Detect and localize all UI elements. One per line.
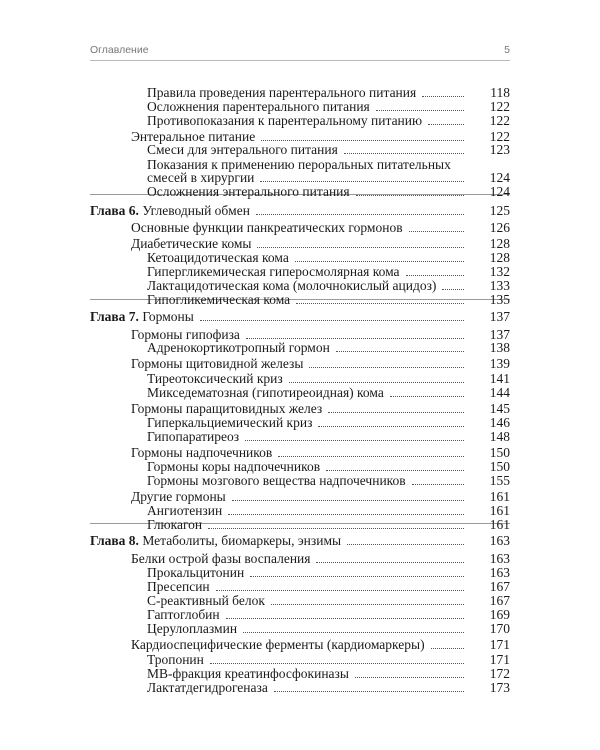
chapter-title: Углеводный обмен <box>138 203 250 218</box>
leader-dots <box>296 302 464 304</box>
toc-page-number: 125 <box>489 203 510 218</box>
toc-page-number: 150 <box>489 445 510 460</box>
toc-entry-title: Гиперкальциемический криз <box>147 415 313 430</box>
toc-entry-title <box>90 310 194 324</box>
toc-entry-title: Лактацидотическая кома (молочнокислый ацидоз) <box>147 278 437 293</box>
toc-entry-title: Гормоны надпочечников <box>131 445 273 460</box>
toc-entry-title: Энтеральное питание <box>131 129 256 144</box>
leader-dots <box>226 617 464 619</box>
toc-entry-row[interactable] <box>147 566 510 580</box>
toc-entry-row[interactable] <box>131 357 510 371</box>
toc-entry-title: Глюкагон <box>147 517 203 532</box>
toc-chapter-row[interactable] <box>90 534 510 548</box>
leader-dots <box>318 425 464 427</box>
leader-dots <box>412 483 464 485</box>
chapter-title: Гормоны <box>138 309 194 324</box>
toc-entry-row[interactable] <box>147 293 510 307</box>
toc-entry-row[interactable] <box>147 171 510 185</box>
leader-dots <box>309 366 464 368</box>
toc-entry-title: Противопоказания к парентеральному питанию <box>147 113 423 128</box>
toc-page-number: 161 <box>489 489 510 504</box>
toc-entry-title: Гормоны щитовидной железы <box>131 356 304 371</box>
leader-dots <box>422 95 464 97</box>
leader-dots <box>328 411 464 413</box>
toc-entry-row[interactable] <box>147 580 510 594</box>
leader-dots <box>316 561 464 563</box>
toc-entry-row[interactable] <box>147 667 510 681</box>
toc-entry-row[interactable] <box>147 86 510 100</box>
toc-page-number: 167 <box>489 593 510 608</box>
toc-entry-row[interactable] <box>147 474 510 488</box>
chapter-number: Глава 8. <box>90 533 139 548</box>
toc-entry-row[interactable] <box>147 460 510 474</box>
toc-entry-row[interactable] <box>147 114 510 128</box>
toc-page-number: 163 <box>489 551 510 566</box>
toc-entry-title: Тропонин <box>147 652 204 667</box>
toc-page-number: 150 <box>489 459 510 474</box>
toc-page-number: 122 <box>489 113 510 128</box>
leader-dots <box>406 274 464 276</box>
toc-entry-title: Кетоацидотическая кома <box>147 250 289 265</box>
leader-dots <box>428 123 464 125</box>
toc-page-number: 161 <box>489 517 510 532</box>
toc-entry-title: Другие гормоны <box>131 489 226 504</box>
leader-dots <box>261 139 464 141</box>
toc-page-number: 146 <box>489 415 510 430</box>
toc-entry-row[interactable] <box>147 279 510 293</box>
leader-dots <box>243 631 464 633</box>
leader-dots <box>295 260 464 262</box>
leader-dots <box>245 439 464 441</box>
toc-entry-row[interactable] <box>147 608 510 622</box>
toc-entry-title: смесей в хирургии <box>147 170 255 185</box>
leader-dots <box>200 319 464 321</box>
toc-page-number: 171 <box>489 637 510 652</box>
header-section-title: Оглавление <box>90 44 149 56</box>
toc-page-number: 124 <box>489 170 510 185</box>
toc-entry-title: Гипергликемическая гиперосмолярная кома <box>147 264 400 279</box>
toc-page-number: 171 <box>489 652 510 667</box>
toc-entry-title: Показания к применению пероральных питательных <box>147 157 451 172</box>
toc-page-number: 148 <box>489 429 510 444</box>
leader-dots <box>278 455 464 457</box>
leader-dots <box>376 109 464 111</box>
toc-entry-title: Кардиоспецифические ферменты (кардиомаркеры) <box>131 637 425 652</box>
toc-entry-row[interactable] <box>131 552 510 566</box>
toc-entry-title: Белки острой фазы воспаления <box>131 551 311 566</box>
toc-entry-title: Пресепсин <box>147 579 210 594</box>
toc-entry-row[interactable] <box>147 143 510 157</box>
toc-entry-row[interactable] <box>147 372 510 386</box>
toc-chapter-row[interactable] <box>90 310 510 324</box>
toc-entry-title: Осложнения энтерального питания <box>147 184 350 199</box>
leader-dots <box>246 337 464 339</box>
toc-page-number: 170 <box>489 621 510 636</box>
leader-dots <box>210 662 464 664</box>
leader-dots <box>250 575 464 577</box>
toc-entry-row[interactable] <box>131 638 510 652</box>
toc-entry-title: Микседематозная (гипотиреоидная) кома <box>147 385 384 400</box>
toc-entry-title: Гаптоглобин <box>147 607 220 622</box>
toc-entry-title: Прокальцитонин <box>147 565 245 580</box>
toc-page-number: 133 <box>489 278 510 293</box>
toc-entry-title: Гипогликемическая кома <box>147 292 291 307</box>
header-page-number: 5 <box>504 44 510 56</box>
leader-dots <box>274 690 464 692</box>
toc-page-number: 122 <box>489 129 510 144</box>
toc-page-number: 144 <box>489 385 510 400</box>
toc-page-number: 123 <box>489 142 510 157</box>
toc-page-number: 135 <box>489 292 510 307</box>
toc-page-number: 132 <box>489 264 510 279</box>
chapter-number: Глава 7. <box>90 309 139 324</box>
toc-entry-row[interactable] <box>147 622 510 636</box>
leader-dots <box>271 603 464 605</box>
toc-entry-title: Ангиотензин <box>147 503 223 518</box>
toc-entry-row[interactable] <box>147 594 510 608</box>
toc-page-number: 128 <box>489 236 510 251</box>
toc-page-number: 145 <box>489 401 510 416</box>
leader-dots <box>208 527 464 529</box>
toc-entry-title: Церулоплазмин <box>147 621 238 636</box>
leader-dots <box>442 288 464 290</box>
toc-entry-row[interactable] <box>147 416 510 430</box>
toc-entry-title <box>90 204 250 218</box>
toc-entry-row[interactable] <box>147 251 510 265</box>
toc-page-number: 163 <box>489 533 510 548</box>
leader-dots <box>336 350 464 352</box>
toc-entry-row[interactable] <box>147 265 510 279</box>
toc-entry-title: Гормоны гипофиза <box>131 327 240 342</box>
toc-entry-title: Гормоны коры надпочечников <box>147 459 321 474</box>
toc-entry-row[interactable] <box>131 221 510 235</box>
leader-dots <box>216 589 464 591</box>
toc-entry-row[interactable] <box>131 237 510 251</box>
leader-dots <box>257 246 464 248</box>
toc-entry-title: С-реактивный белок <box>147 593 265 608</box>
toc-page-number: 138 <box>489 340 510 355</box>
toc-entry-title: Гормоны паращитовидных желез <box>131 401 323 416</box>
toc-entry-title: Гипопаратиреоз <box>147 429 240 444</box>
toc-entry-title: Смеси для энтерального питания <box>147 142 338 157</box>
leader-dots <box>256 213 464 215</box>
leader-dots <box>409 230 464 232</box>
toc-page-number: 137 <box>489 327 510 342</box>
toc-page-number: 118 <box>490 85 510 100</box>
toc-page-number: 169 <box>489 607 510 622</box>
leader-dots <box>347 543 464 545</box>
toc-entry-title: Тиреотоксический криз <box>147 371 283 386</box>
toc-page-number: 122 <box>489 99 510 114</box>
toc-entry-title: Осложнения парентерального питания <box>147 99 370 114</box>
chapter-number: Глава 6. <box>90 203 139 218</box>
running-header <box>90 44 510 56</box>
toc-entry-row[interactable] <box>147 504 510 518</box>
toc-page-number: 141 <box>489 371 510 386</box>
toc-entry-title: Правила проведения парентерального питания <box>147 85 417 100</box>
chapter-title: Метаболиты, биомаркеры, энзимы <box>138 533 342 548</box>
toc-entry-row[interactable] <box>131 490 510 504</box>
toc-entry-row[interactable] <box>147 518 510 532</box>
toc-entry-title: Адренокортикотропный гормон <box>147 340 330 355</box>
toc-page-number: 172 <box>489 666 510 681</box>
toc-entry-row[interactable] <box>147 430 510 444</box>
toc-entry-row[interactable] <box>147 100 510 114</box>
leader-dots <box>355 676 464 678</box>
leader-dots <box>356 194 464 196</box>
leader-dots <box>289 381 464 383</box>
toc-page-number: 124 <box>489 184 510 199</box>
toc-entry-row[interactable] <box>147 341 510 355</box>
toc-entry-title: Лактатдегидрогеназа <box>147 680 268 695</box>
toc-entry-row[interactable] <box>147 653 510 667</box>
toc-entry-row[interactable] <box>147 386 510 400</box>
toc-page-number: 126 <box>489 220 510 235</box>
toc-page-number: 161 <box>489 503 510 518</box>
leader-dots <box>260 180 464 182</box>
toc-entry-title: Гормоны мозгового вещества надпочечников <box>147 473 406 488</box>
toc-entry-title: МВ-фракция креатинфосфокиназы <box>147 666 349 681</box>
leader-dots <box>228 513 464 515</box>
toc-page-number: 163 <box>489 565 510 580</box>
leader-dots <box>431 647 464 649</box>
toc-entry-row[interactable] <box>131 446 510 460</box>
toc-page-number: 128 <box>489 250 510 265</box>
toc-page-number: 137 <box>489 309 510 324</box>
header-divider <box>90 60 510 61</box>
toc-page-number: 139 <box>489 356 510 371</box>
toc-entry-row[interactable] <box>131 402 510 416</box>
leader-dots <box>344 152 464 154</box>
toc-entry-row[interactable] <box>147 681 510 695</box>
toc-page-number: 155 <box>489 473 510 488</box>
toc-entry-title: Диабетические комы <box>131 236 252 251</box>
toc-entry-row[interactable] <box>147 185 510 199</box>
leader-dots <box>326 469 464 471</box>
toc-entry-title <box>90 534 341 548</box>
toc-chapter-row[interactable] <box>90 204 510 218</box>
leader-dots <box>232 499 464 501</box>
toc-page-number: 167 <box>489 579 510 594</box>
leader-dots <box>390 395 464 397</box>
toc-page-number: 173 <box>489 680 510 695</box>
toc-entry-title: Основные функции панкреатических гормонов <box>131 220 403 235</box>
